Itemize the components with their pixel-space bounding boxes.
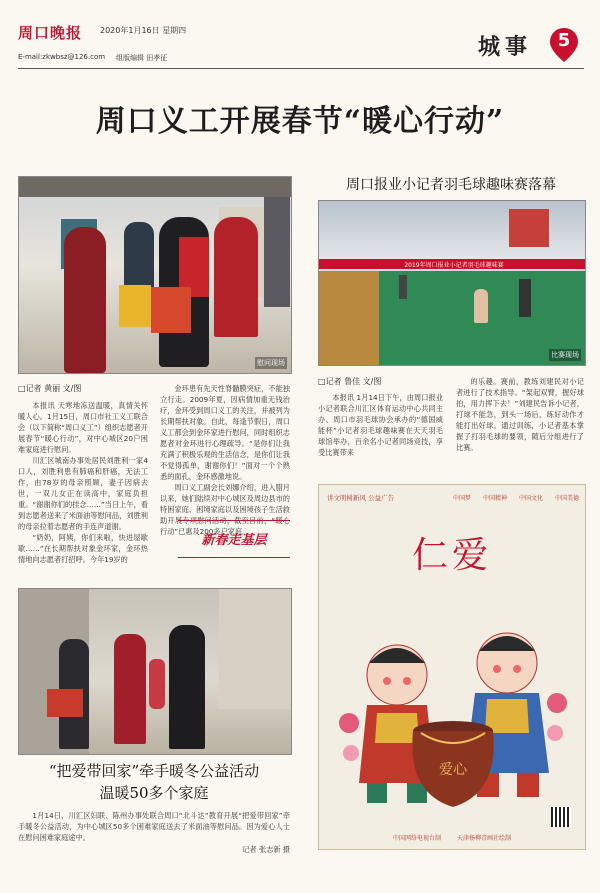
- page-number: 5: [557, 30, 571, 51]
- qr-code-icon: [551, 807, 571, 827]
- paragraph: 的乐趣。赛前，教练刘建民对小记者进行了技术指导。“架起双臂，握好球拍，用力挥下去！”刘建民告诉小记者，打球不能急，到头一场后，练好动作才能打出好球。通过训练，小记者基本掌握了打羽毛球的要领，随后分组进行了比赛。: [456, 377, 584, 452]
- ad-slogan: 中国美德: [554, 495, 579, 502]
- masthead: 周口晚报: [18, 24, 83, 42]
- ad-slogans: [453, 493, 579, 502]
- ad-producer: 中国网络电视台制: [392, 835, 441, 842]
- ad-tagline: 讲文明树新风 公益广告: [327, 494, 395, 502]
- ad-slogan: 中国文化: [518, 495, 543, 502]
- paragraph: 本报讯 天寒地冻送温暖，真情关怀暖人心。1月15日，周口市社工义工联合会（以下简称“周口义工”）组织志愿者开展春节“暖心行动”，对中心城区20户困难家庭进行慰问。: [18, 401, 148, 454]
- banner-label: 新春走基层: [201, 533, 267, 548]
- issue-date: 2020年1月16日 星期四: [100, 26, 187, 35]
- article3-headline-line2: 温暖50多个家庭: [99, 784, 209, 802]
- paragraph: 1月14日，川汇区妇联、陈州办事处联合周口“北斗达”教育开展“把爱带回家”牵手暖冬公益活动，为中心城区50多个困难家庭送去了米面油等慰问品。因为爱心人士在慰问困难家庭途中。: [18, 811, 290, 842]
- email: E-mail:zkwbsz@126.com: [18, 53, 106, 61]
- ad-slogan: 中国梦: [453, 495, 472, 502]
- spring-banner: [178, 520, 290, 558]
- banner-text: [178, 521, 290, 559]
- volunteer-visit-photo: [18, 176, 292, 374]
- editors: 组版编辑 田孝征: [116, 54, 168, 62]
- paragraph: 本报讯 1月14日下午，由周口报业小记者联合川汇区体育运动中心共同主办、周口市羽毛球协会承办的“德国威能杯”小记者羽毛球趣味赛在天天羽毛球馆举办，百余名小记者同场竞技，享受比赛带来: [318, 393, 443, 457]
- paragraph: 川汇区城南办事处居民刘胜利一家4口人，刘胜利患有肺癌和肝癌，无法工作，由78岁的母亲照顾，妻子因病去世，一双儿女正在读高中，家庭负担重。“谢谢你们的挂念……”当日上午，看到志愿者送来了米面油等慰问品，刘胜利的母亲拉着志愿者的手连声道谢。: [18, 456, 148, 531]
- charity-walk-photo: [18, 588, 292, 755]
- section-title: 城事: [478, 34, 533, 60]
- article2-column-1: [318, 392, 443, 460]
- article1-byline: □记者 黄丽 文/图: [18, 384, 82, 393]
- badminton-photo: [318, 200, 586, 366]
- article2-headline: 周口报业小记者羽毛球趣味赛落幕: [346, 177, 556, 193]
- public-service-ad: [318, 484, 586, 850]
- paragraph: “奶奶，阿姨，你们来啦，快进屋歇歇……”在长期帮扶对象金环家，金环热情地向志愿者打招呼。今年19岁的: [18, 533, 148, 564]
- article1-column-1: [18, 400, 148, 568]
- photo-caption: 比赛现场: [551, 351, 579, 359]
- article2-column-2: [456, 376, 584, 460]
- article3-credit: 记者 张志新 摄: [242, 845, 290, 854]
- page-headline: 周口义工开展春节“暖心行动”: [95, 104, 505, 139]
- article3-headline-line1: “把爱带回家”牵手暖冬公益活动: [48, 762, 260, 780]
- jar-label: 爱心: [439, 762, 467, 778]
- new-year-children-illustration: [337, 603, 569, 817]
- photo-caption: 慰问现场: [257, 359, 285, 367]
- ad-slogan: 中国精神: [482, 495, 507, 502]
- ad-illustrator: 天津杨柳青画社绘制: [457, 835, 512, 842]
- paragraph: 金环患有先天性脊髓膜突症，不能独立行走。2009年夏，因病情加重无钱治疗，金环受到周口义工的关注，并被列为长期帮扶对象。自此，每逢节假日，周口义工都会到金环家进行慰问，同时组织志愿者对金环进行心理疏导。“是你们让我充满了积极乐观的生活信念，是你们让我不觉得孤单，谢谢你们！”面对一个个熟悉的面孔，金环感激地说。: [160, 384, 290, 481]
- header-rule: [18, 68, 584, 69]
- paragraph: 周口义工副会长刘娜介绍，进入腊月以来，她们陆续对中心城区及周边县市的特困家庭、困境家庭以及困境孩子生活救助开展专项慰问活动，截至目前，“暖心行动”已惠及200多户家庭。: [160, 483, 290, 536]
- gym-banner: 2019年周口报业小记者羽毛球趣味赛: [404, 262, 504, 269]
- article2-byline: □记者 鲁佳 文/图: [318, 377, 382, 386]
- ad-footer: [319, 833, 585, 842]
- article1-column-2: [160, 383, 290, 536]
- article3-body: [18, 810, 290, 844]
- ad-title: 仁爱: [411, 535, 492, 576]
